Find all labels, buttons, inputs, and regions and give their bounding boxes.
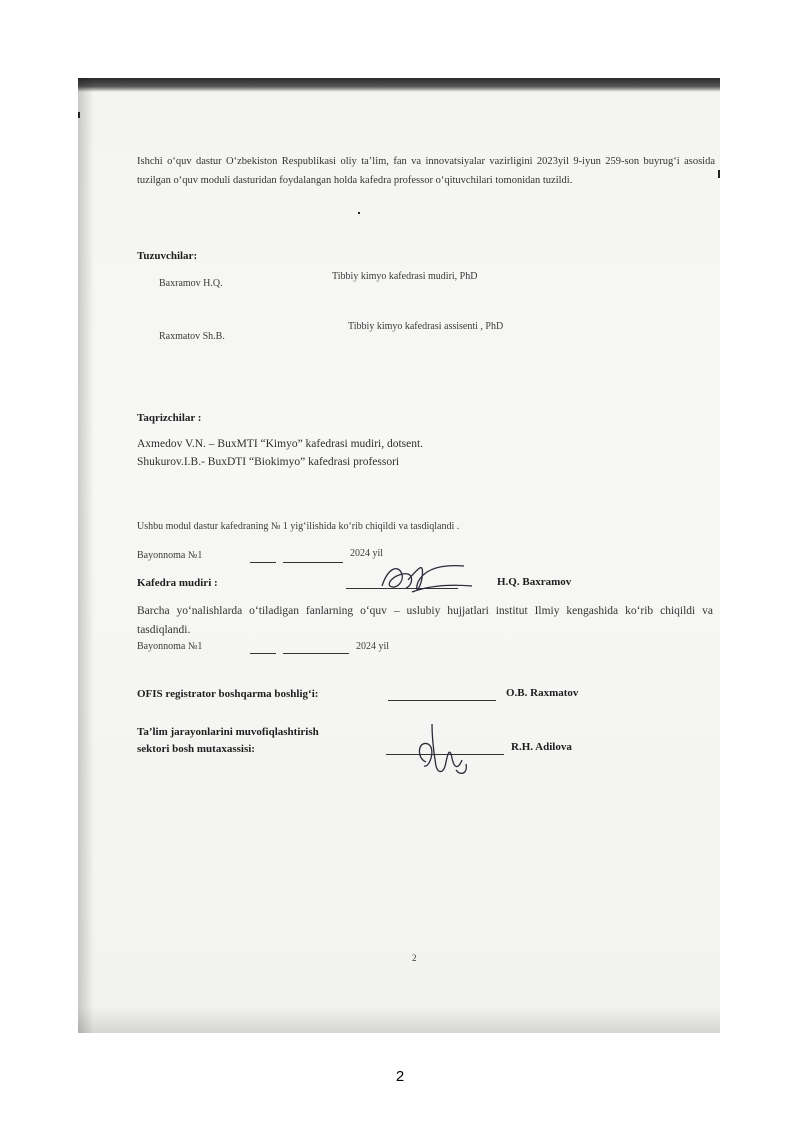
scan-left-shadow [78,78,94,1033]
coordinator-label: sektori bosh mutaxassisi: [137,743,255,755]
scan-page-number: 2 [412,953,417,963]
page-number: 2 [395,1068,405,1085]
date-blank [250,653,276,654]
intro-paragraph [137,152,715,190]
compiler-name: Raxmatov Sh.B. [159,331,225,342]
head-label: Kafedra mudiri : [137,577,218,589]
scan-speck [358,212,360,214]
intro-text: Ishchi o‘quv dastur O‘zbekiston Respublikasi oliy ta’lim, fan va innovatsiyalar vazirligini 2023yil 9-iyun 259-son buyrug‘i asosida tuzilgan o‘quv moduli dasturidan foydalangan holda kafedra professor o‘qituvchilari tomonidan tuzildi. [137,156,715,186]
compiler-role: Tibbiy kimyo kafedrasi assisenti , PhD [348,321,504,332]
protocol-label: Bayonnoma №1 [137,641,203,652]
reviewer-line: Axmedov V.N. – BuxMTI “Kimyo” kafedrasi mudiri, dotsent. [137,438,424,450]
scan-bottom-shadow [78,1007,720,1033]
coordinator-signature [406,718,476,782]
coordinator-name: R.H. Adilova [511,741,572,753]
registrar-label: OFIS registrator boshqarma boshlig‘i: [137,688,319,700]
protocol-label: Bayonnoma №1 [137,550,203,561]
reviewers-heading: Taqrizchilar : [137,412,202,424]
registrar-name: O.B. Raxmatov [506,687,579,699]
coordinator-label: Ta’lim jarayonlarini muvofiqlashtirish [137,726,319,738]
compiler-role: Tibbiy kimyo kafedrasi mudiri, PhD [332,271,478,282]
scan-speck [718,170,720,178]
head-name: H.Q. Baxramov [497,576,572,588]
scan-speck [78,112,80,118]
council-text: Barcha yo‘nalishlarda o‘tiladigan fanlarning o‘quv – uslubiy hujjatlari institut Ilmiy kengashida ko‘rib chiqildi va tasdiqlandi. [137,605,713,636]
protocol-year: 2024 yil [350,548,384,559]
date-blank [283,562,343,563]
compilers-heading: Tuzuvchilar: [137,250,198,262]
signature-line [388,700,496,701]
approval-statement: Ushbu modul dastur kafedraning № 1 yig‘ilishida ko‘rib chiqildi va tasdiqlandi . [137,521,460,532]
council-paragraph [137,602,713,640]
protocol-year: 2024 yil [356,641,390,652]
reviewer-line: Shukurov.I.B.- BuxDTI “Biokimyo” kafedrasi professori [137,456,400,468]
date-blank [283,653,349,654]
scan-top-edge [78,78,720,92]
head-signature [368,556,478,598]
scanned-page [78,78,720,1033]
date-blank [250,562,276,563]
compiler-name: Baxramov H.Q. [159,278,223,289]
